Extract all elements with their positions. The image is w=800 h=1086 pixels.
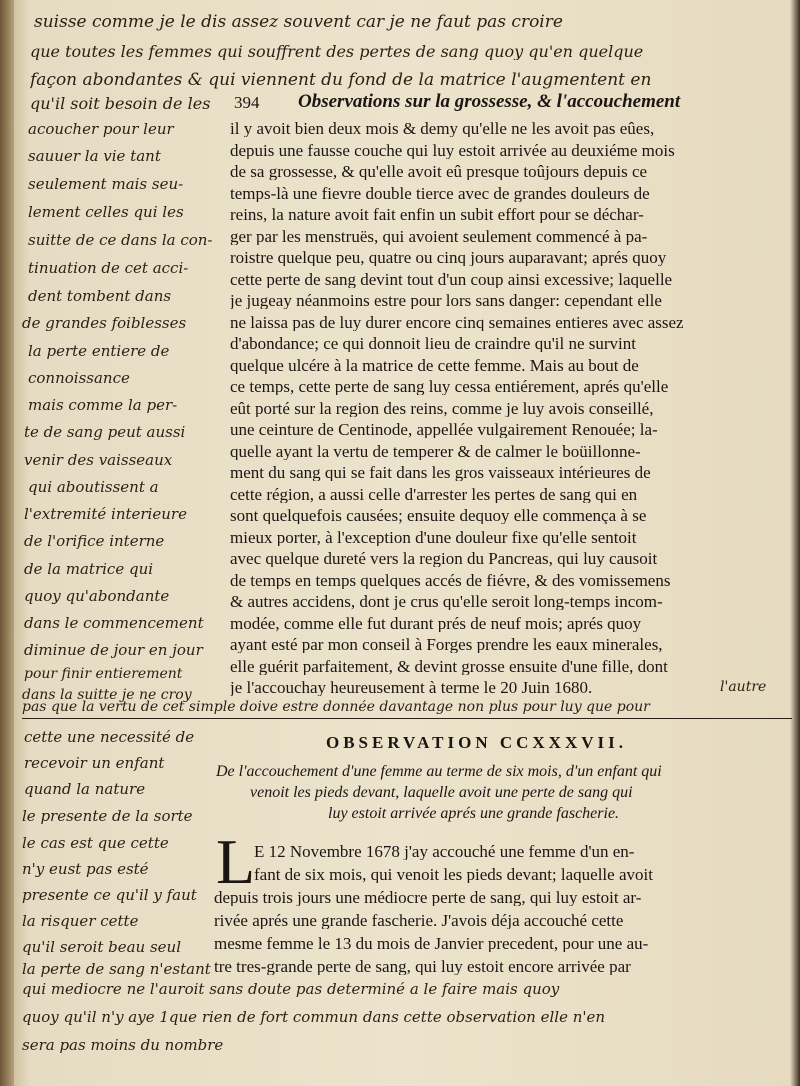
observation-line: rivée aprés une grande fascherie. J'avois déja accouché cette xyxy=(214,912,624,929)
handwritten-underlined-note: pas que la vertu de cet simple doive estre donnée davantage non plus pour luy que pour xyxy=(22,700,650,714)
body-line: je jugeay néanmoins estre pour lors sans danger: cependant elle xyxy=(230,292,662,309)
handwritten-bottom-note: quoy qu'il n'y aye 1que rien de fort commun dans cette observation elle n'en xyxy=(22,1010,606,1025)
body-line: cette région, a aussi celle d'arrester les pertes de sang qui en xyxy=(230,485,638,503)
margin-note-lower: n'y eust pas esté xyxy=(22,862,149,877)
margin-note-lower: recevoir un enfant xyxy=(24,756,165,771)
margin-note: venir des vaisseaux xyxy=(24,453,173,468)
body-line: il y avoit bien deux mois & demy qu'elle ne les avoit pas eûes, xyxy=(230,120,655,137)
margin-note: connoissance xyxy=(28,371,130,386)
margin-note: de la matrice qui xyxy=(24,562,154,577)
handwritten-top-note: suisse comme je le dis assez souvent car je ne faut pas croire xyxy=(34,14,563,31)
margin-note: dans la suitte je ne croy xyxy=(22,688,192,702)
body-line: de sa grossesse, & qu'elle avoit eû presque toûjours depuis ce xyxy=(230,163,648,180)
margin-note: de grandes foiblesses xyxy=(22,316,187,331)
page-gutter xyxy=(0,0,14,1086)
margin-note: pour finir entierement xyxy=(24,667,183,681)
body-line: ne laissa pas de luy durer encore cinq semaines entieres avec assez xyxy=(230,313,684,331)
margin-note: acoucher pour leur xyxy=(28,122,174,137)
margin-note: lement celles qui les xyxy=(28,205,184,220)
margin-note-lower: la perte de sang n'estant xyxy=(22,962,211,977)
handwritten-header-note: qu'il soit besoin de les xyxy=(30,96,211,112)
margin-note: la perte entiere de xyxy=(28,344,170,359)
margin-note-lower: quand la nature xyxy=(24,782,146,797)
body-line: quelle ayant la vertu de temperer & de calmer le boüillonne- xyxy=(230,442,641,460)
margin-note: diminue de jour en jour xyxy=(24,643,203,658)
margin-note: dent tombent dans xyxy=(28,289,172,304)
margin-note: l'extremité interieure xyxy=(24,507,187,522)
body-line: ce temps, cette perte de sang luy cessa entiérement, aprés qu'elle xyxy=(230,378,669,395)
handwritten-top-note: que toutes les femmes qui souffrent des pertes de sang quoy qu'en quelque xyxy=(30,44,644,60)
body-line: d'abondance; ce qui donnoit lieu de craindre qu'il ne survint xyxy=(230,335,636,352)
body-line: eût porté sur la region des reins, comme je luy avois conseillé, xyxy=(230,399,654,417)
observation-line: tre tres-grande perte de sang, qui luy estoit encore arrivée par xyxy=(214,958,631,975)
body-line: reins, la nature avoit fait enfin un subit effort pour se déchar- xyxy=(230,206,644,223)
observation-line: E 12 Novembre 1678 j'ay accouché une femme d'un en- xyxy=(254,843,635,860)
body-line: une ceinture de Centinode, appellée vulgairement Renouée; la- xyxy=(230,421,658,438)
body-line: depuis une fausse couche qui luy estoit arrivée au deuxiéme mois xyxy=(230,141,675,159)
margin-note: quoy qu'abondante xyxy=(24,589,170,604)
body-line: sont quelquefois causées; ensuite dequoy elle commença à se xyxy=(230,507,647,524)
handwritten-underline xyxy=(22,718,792,719)
body-line: ger par les menstruës, qui avoient seulement commencé à pa- xyxy=(230,227,648,245)
body-line: & autres accidens, dont je crus qu'elle seroit long-temps incom- xyxy=(230,593,663,610)
body-line: ment du sang qui se fait dans les gros vaisseaux intérieures de xyxy=(230,464,651,481)
body-line-last: je l'accouchay heureusement à terme le 20 Juin 1680. xyxy=(230,679,593,696)
observation-subtitle: luy estoit arrivée aprés une grande fascherie. xyxy=(328,806,620,822)
margin-note-lower: la risquer cette xyxy=(22,914,139,929)
observation-subtitle: De l'accouchement d'une femme au terme de six mois, d'un enfant qui xyxy=(216,764,662,780)
margin-note: te de sang peut aussi xyxy=(24,425,186,440)
handwritten-bottom-note: qui mediocre ne l'auroit sans doute pas determiné a le faire mais quoy xyxy=(22,982,560,997)
margin-note: de l'orifice interne xyxy=(24,534,165,549)
handwritten-end-note: l'autre xyxy=(720,680,767,694)
body-line: quelque ulcére à la matrice de cette femme. Mais au bout de xyxy=(230,356,639,374)
body-line: roistre quelque peu, quatre ou cinq jours auparavant; aprés quoy xyxy=(230,249,667,266)
margin-note-lower: qu'il seroit beau seul xyxy=(22,940,182,955)
observation-line: mesme femme le 13 du mois de Janvier precedent, pour une au- xyxy=(214,935,649,952)
body-line: temps-là une fievre double tierce avec de grandes douleurs de xyxy=(230,184,650,202)
margin-note: sauuer la vie tant xyxy=(28,149,161,164)
observation-line: depuis trois jours une médiocre perte de sang, qui luy estoit ar- xyxy=(214,889,642,906)
drop-cap: L xyxy=(216,826,256,897)
handwritten-bottom-note: sera pas moins du nombre xyxy=(22,1038,224,1053)
observation-subtitle: venoit les pieds devant, laquelle avoit une perte de sang qui xyxy=(250,785,633,801)
body-line: elle guérit parfaitement, & devint grosse ensuite d'une fille, dont xyxy=(230,657,668,675)
margin-note: qui aboutissent a xyxy=(28,480,159,495)
running-title: Observations sur la grossesse, & l'accouchement xyxy=(298,92,681,111)
body-line: de temps en temps quelques accés de fiévre, & des vomissemens xyxy=(230,571,671,589)
body-line: avec quelque dureté vers la region du Pancreas, qui luy causoit xyxy=(230,550,658,567)
observation-title: OBSERVATION CCXXXVII. xyxy=(326,734,627,751)
page-number: 394 xyxy=(234,94,260,111)
margin-note: seulement mais seu- xyxy=(28,177,184,192)
margin-note-lower: presente ce qu'il y faut xyxy=(22,888,197,903)
margin-note-lower: cette une necessité de xyxy=(24,730,195,745)
body-line: cette perte de sang devint tout d'un coup ainsi excessive; laquelle xyxy=(230,270,673,288)
body-line: ayant esté par mon conseil à Forges prendre les eaux minerales, xyxy=(230,636,663,653)
margin-note: dans le commencement xyxy=(24,616,204,631)
margin-note-lower: le presente de la sorte xyxy=(22,809,193,824)
body-line: mieux porter, à l'exception d'une douleur fixe qu'elle sentoit xyxy=(230,528,637,546)
margin-note: suitte de ce dans la con- xyxy=(28,233,213,248)
handwritten-top-note: façon abondantes & qui viennent du fond de la matrice l'augmentent en xyxy=(30,72,652,89)
observation-line: fant de six mois, qui venoit les pieds devant; laquelle avoit xyxy=(254,866,653,883)
margin-note: tinuation de cet acci- xyxy=(28,261,189,276)
body-line: modée, comme elle fut durant prés de neuf mois; aprés quoy xyxy=(230,614,642,632)
margin-note: mais comme la per- xyxy=(28,398,178,413)
margin-note-lower: le cas est que cette xyxy=(22,836,169,851)
